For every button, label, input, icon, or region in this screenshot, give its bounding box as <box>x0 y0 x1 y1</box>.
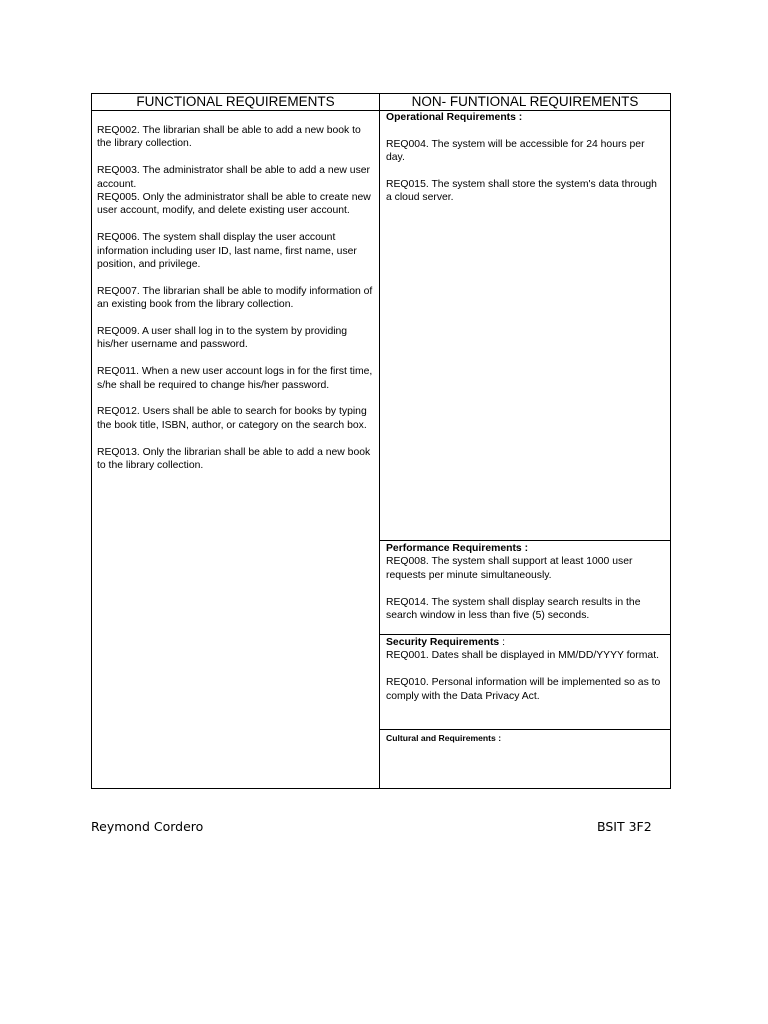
security-title-text: Security Requirements <box>386 637 500 648</box>
req-004: REQ004. The system will be accessible for 24 hours per day. <box>386 138 645 164</box>
req-006: REQ006. The system shall display the user account information including user ID, last name, first name, user position, and privilege. <box>97 232 357 271</box>
functional-header: FUNCTIONAL REQUIREMENTS <box>92 94 379 111</box>
req-001: REQ001. Dates shall be displayed in MM/DD/YYYY format. <box>386 650 659 662</box>
req-015: REQ015. The system shall store the system's data through a cloud server. <box>386 179 657 204</box>
req-014: REQ014. The system shall display search results in the search window in less than five (5) seconds. <box>386 596 641 622</box>
req-002: REQ002. The librarian shall be able to add a new book to the library collection. <box>97 125 361 150</box>
functional-list <box>92 111 379 472</box>
requirements-table <box>91 93 671 789</box>
functional-column <box>92 94 380 788</box>
security-title-suffix: : <box>499 637 505 648</box>
performance-section <box>380 541 670 635</box>
non-functional-header: NON- FUNTIONAL REQUIREMENTS <box>380 94 670 111</box>
performance-title: Performance Requirements : <box>386 543 529 554</box>
operational-section <box>380 111 670 541</box>
req-007: REQ007. The librarian shall be able to modify information of an existing book from the library collection. <box>97 285 373 311</box>
cultural-section <box>380 730 670 788</box>
req-003: REQ003. The administrator shall be able to add a new user account. <box>97 165 371 190</box>
req-009: REQ009. A user shall log in to the system by providing his/her username and password. <box>97 326 348 351</box>
req-008: REQ008. The system shall support at least 1000 user requests per minute simultaneously. <box>386 556 633 581</box>
req-010: REQ010. Personal information will be implemented so as to comply with the Data Privacy Act. <box>386 677 661 702</box>
non-functional-column <box>380 94 670 788</box>
req-011: REQ011. When a new user account logs in for the first time, s/he shall be required to change his/her password. <box>97 366 373 391</box>
class-section: BSIT 3F2 <box>597 819 652 834</box>
req-013: REQ013. Only the librarian shall be able to add a new book to the library collection. <box>97 446 371 472</box>
security-section <box>380 635 670 730</box>
operational-title: Operational Requirements : <box>386 112 523 123</box>
author-name: Reymond Cordero <box>91 819 204 834</box>
cultural-title: Cultural and Requirements : <box>386 733 502 743</box>
req-005: REQ005. Only the administrator shall be able to create new user account, modify, and delete existing user account. <box>97 192 371 217</box>
security-title <box>386 636 664 649</box>
req-012: REQ012. Users shall be able to search for books by typing the book title, ISBN, author, or category on the search box. <box>97 406 367 431</box>
